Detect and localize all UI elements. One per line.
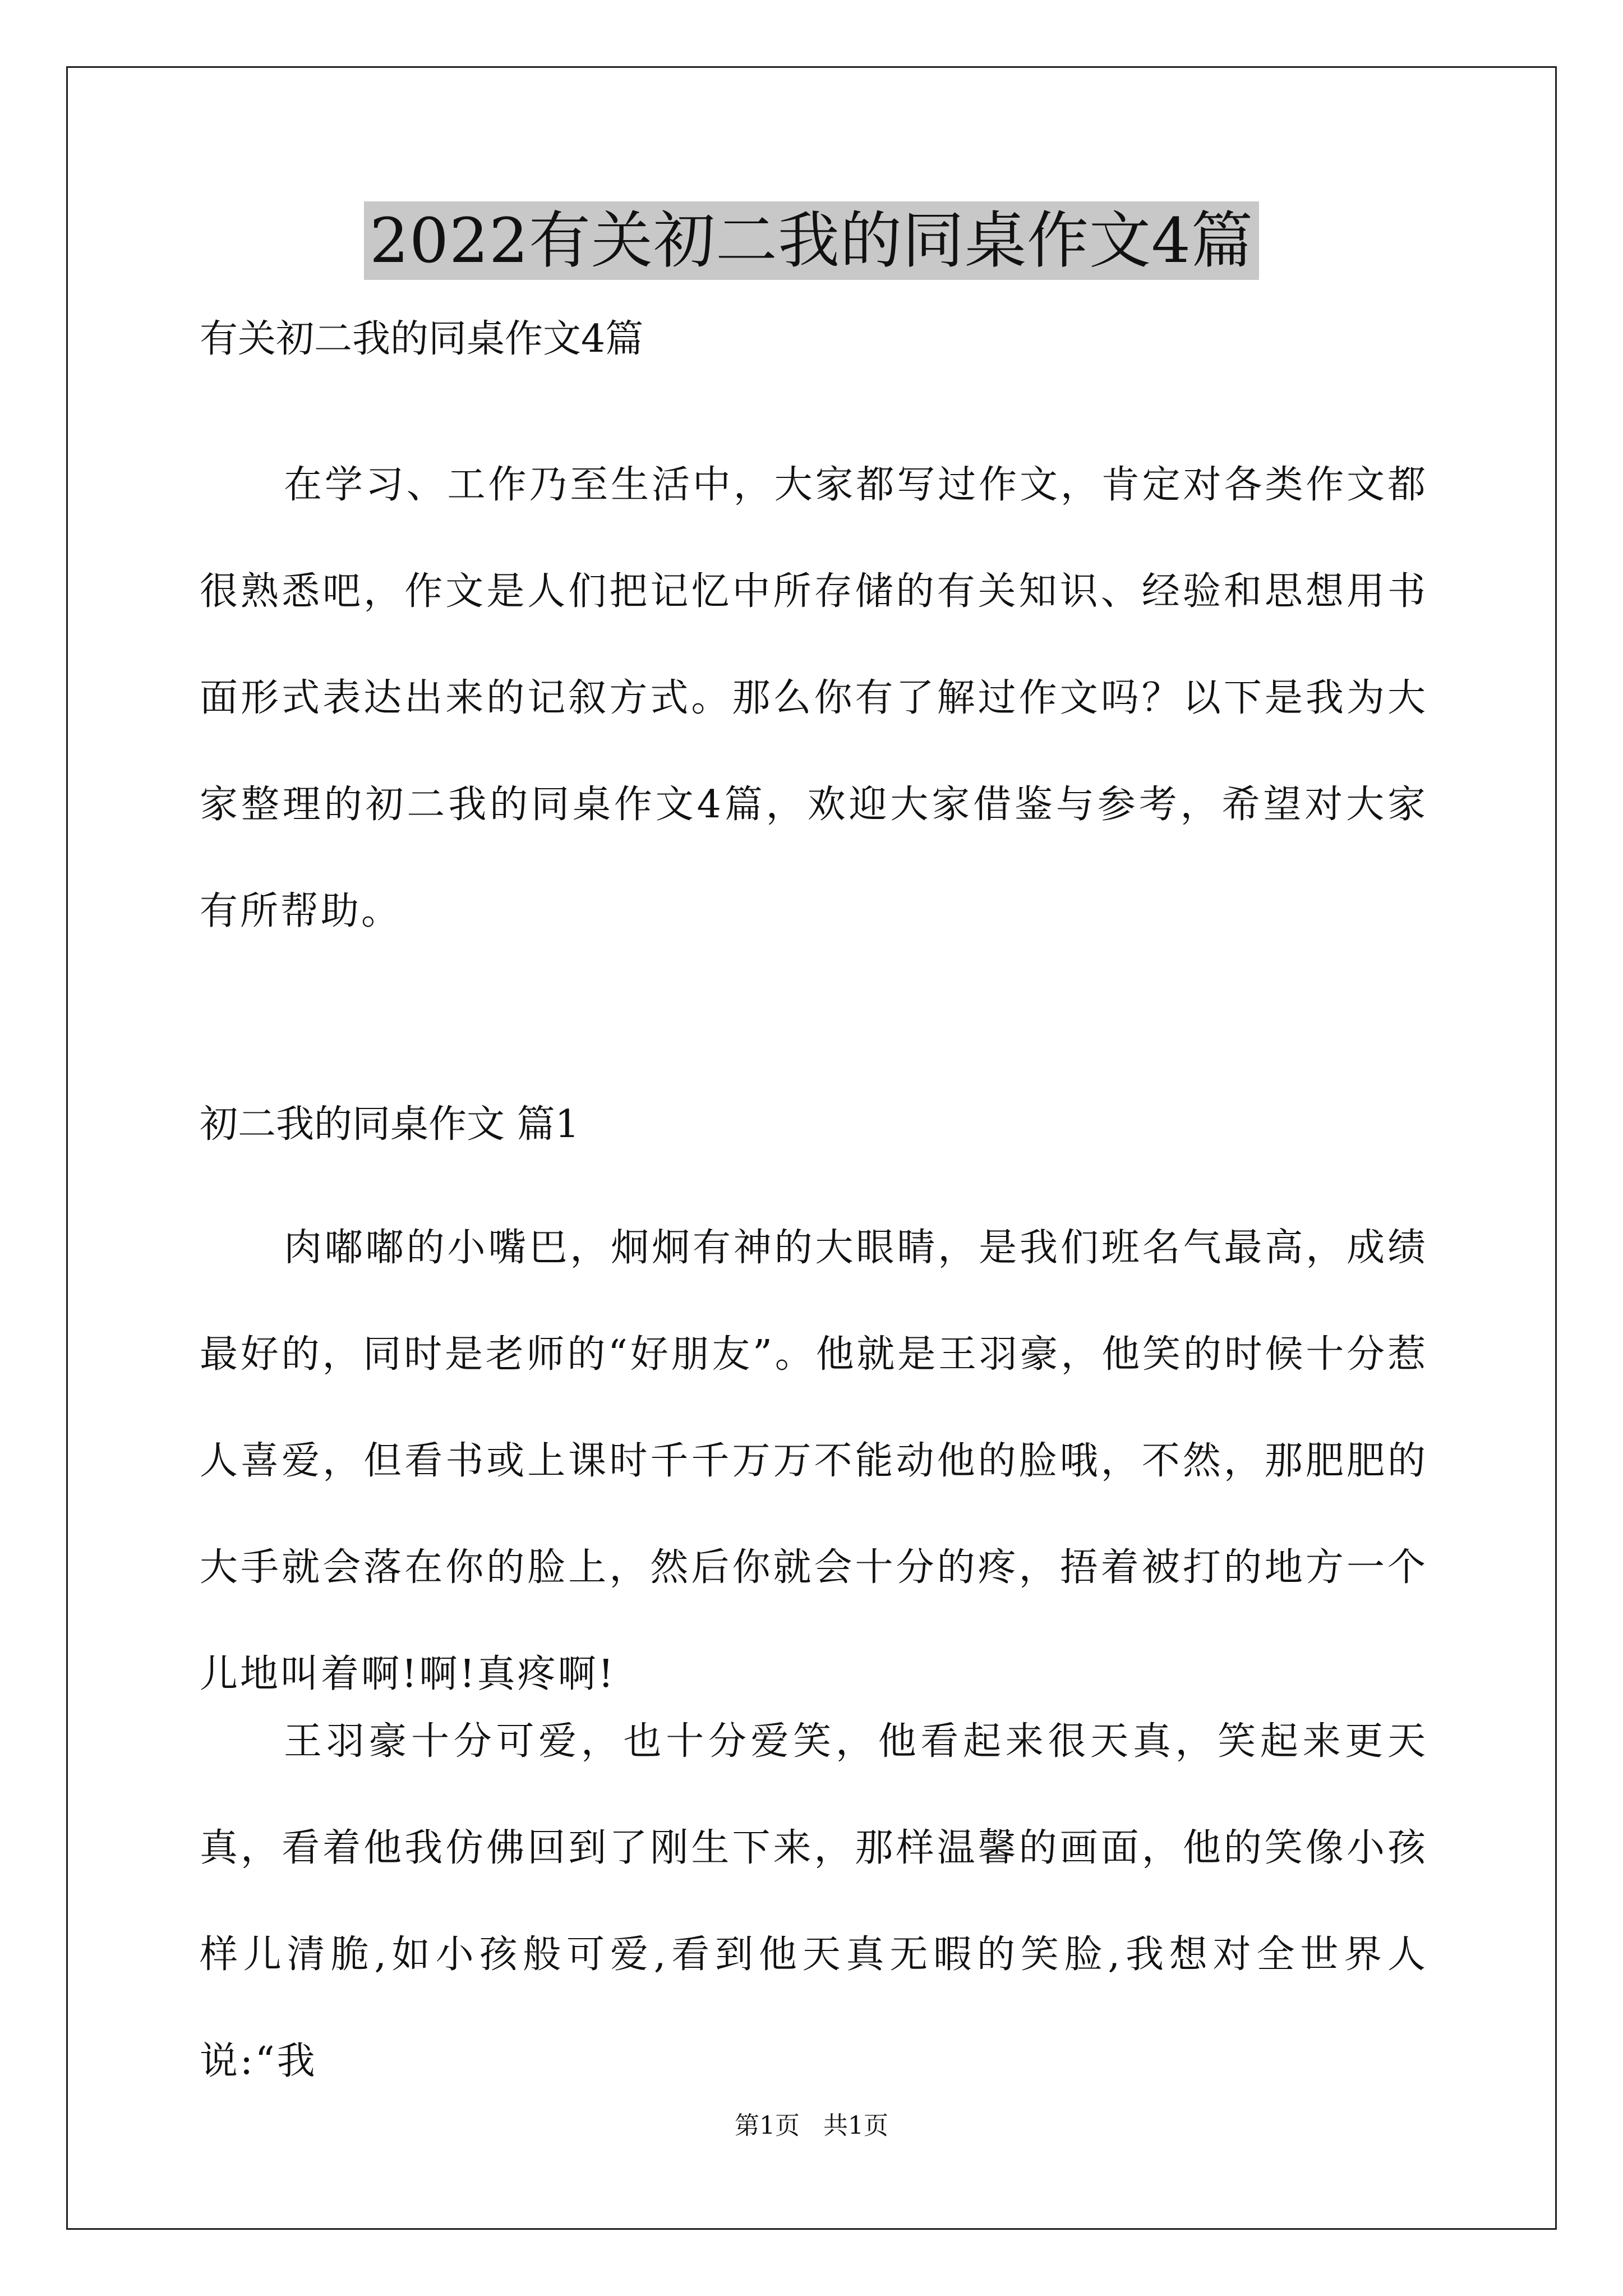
intro-paragraph: 在学习、工作乃至生活中，大家都写过作文，肯定对各类作文都很熟悉吧，作文是人们把记忆中所存储的有关知识、经验和思想用书面形式表达出来的记叙方式。那么你有了解过作文吗？以下是我为大家整理的初二我的同桌作文4篇，欢迎大家借鉴与参考，希望对大家有所帮助。	[200, 463, 1428, 933]
section-heading: 初二我的同桌作文 篇1	[200, 1102, 579, 1147]
page-footer: 第1页 共1页	[735, 2111, 888, 2140]
document-subtitle: 有关初二我的同桌作文4篇	[200, 317, 644, 361]
body-paragraph: 王羽豪十分可爱，也十分爱笑，他看起来很天真，笑起来更天真，看着他我仿佛回到了刚生下来，那样温馨的画面，他的笑像小孩样儿清脆,如小孩般可爱,看到他天真无暇的笑脸,我想对全世界人说:“我	[200, 1719, 1428, 2083]
document-title-text: 2022有关初二我的同桌作文4篇	[364, 201, 1259, 280]
body-paragraph: 肉嘟嘟的小嘴巴，炯炯有神的大眼睛，是我们班名气最高，成绩最好的，同时是老师的“好朋友”。他就是王羽豪，他笑的时候十分惹人喜爱，但看书或上课时千千万万不能动他的脸哦，不然，那肥肥的大手就会落在你的脸上，然后你就会十分的疼，捂着被打的地方一个儿地叫着啊!啊!真疼啊!	[200, 1226, 1428, 1696]
document-title	[0, 199, 1623, 283]
